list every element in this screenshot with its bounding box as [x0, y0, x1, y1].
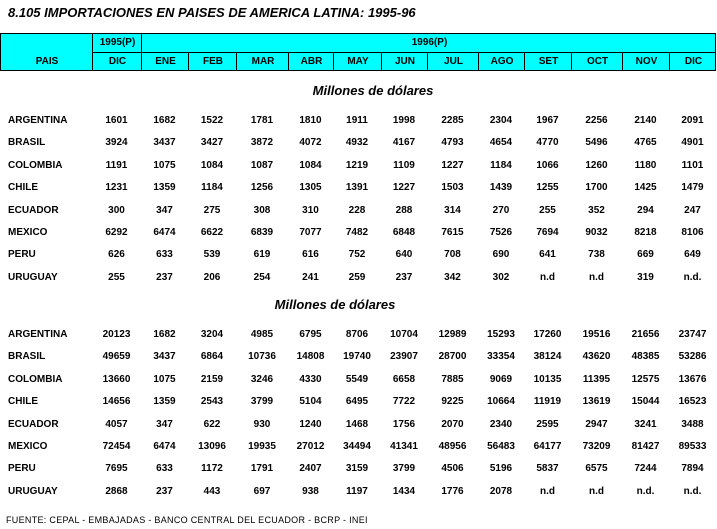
header-month: OCT — [586, 56, 609, 67]
row-value: 259 — [348, 271, 366, 283]
header-month: AGO — [490, 56, 514, 67]
row-value: 1256 — [250, 182, 274, 194]
row-value: 1219 — [345, 159, 369, 171]
row-value: 241 — [302, 271, 319, 283]
row-value: 81427 — [631, 441, 660, 452]
row-value: 4765 — [634, 137, 657, 149]
table-row — [0, 248, 717, 262]
row-value: 1184 — [490, 159, 512, 171]
row-value: 237 — [156, 271, 173, 283]
row-value: n.d — [540, 271, 555, 283]
row-value: 2285 — [441, 115, 464, 126]
row-value: 11919 — [533, 396, 562, 408]
row-value: 10736 — [248, 351, 276, 363]
row-value: 53286 — [678, 351, 707, 363]
row-value: 938 — [302, 485, 319, 497]
row-value: 1791 — [250, 463, 274, 475]
table-row — [0, 114, 717, 128]
row-value: 64177 — [533, 441, 562, 452]
row-value: 1434 — [392, 485, 416, 497]
row-value: 930 — [253, 418, 271, 430]
row-value: 16523 — [678, 396, 707, 408]
row-value: 48385 — [631, 351, 660, 363]
row-value: 3241 — [634, 418, 657, 430]
row-value: 3872 — [250, 137, 274, 149]
row-value: 4072 — [299, 137, 322, 149]
row-value: 48956 — [438, 441, 467, 452]
row-value: 3204 — [200, 329, 224, 340]
table-row — [0, 440, 717, 454]
row-value: 7077 — [299, 227, 322, 238]
row-value: 38124 — [533, 351, 562, 363]
row-value: 1184 — [201, 182, 223, 194]
row-value: 1109 — [393, 159, 415, 171]
row-value: 1066 — [536, 159, 559, 171]
row-value: 275 — [203, 204, 221, 216]
row-value: 13619 — [582, 396, 611, 408]
row-value: 1911 — [346, 115, 368, 126]
row-value: 752 — [348, 249, 366, 261]
row-value: 4770 — [536, 137, 559, 149]
row-value: 237 — [156, 485, 173, 497]
row-value: 1305 — [299, 182, 322, 194]
row-value: 11395 — [582, 373, 611, 385]
row-country: BRASIL — [8, 351, 46, 363]
row-country: URUGUAY — [8, 271, 58, 283]
row-value: 8218 — [634, 227, 657, 238]
row-value: 3427 — [200, 137, 224, 149]
row-value: n.d — [589, 485, 604, 497]
row-value: 1700 — [585, 182, 608, 194]
row-value: 14656 — [102, 396, 131, 408]
row-value: 633 — [156, 249, 173, 261]
row-value: 4057 — [105, 418, 128, 430]
row-value: 6474 — [153, 441, 176, 452]
row-value: 6658 — [392, 373, 416, 385]
header-month: MAR — [251, 56, 275, 67]
row-value: 1231 — [105, 182, 128, 194]
header-month: SET — [538, 56, 559, 67]
row-value: 3799 — [250, 396, 274, 408]
row-value: n.d. — [683, 271, 702, 283]
row-value: 33354 — [487, 351, 515, 363]
row-value: 443 — [203, 485, 221, 497]
row-value: 1197 — [346, 485, 368, 497]
row-value: 20123 — [102, 329, 131, 340]
row-value: n.d — [589, 271, 604, 283]
header-month: MAY — [347, 56, 369, 67]
row-value: 7526 — [489, 227, 513, 238]
row-value: 6795 — [299, 329, 322, 340]
row-value: 1756 — [392, 418, 416, 430]
row-value: 7694 — [536, 227, 559, 238]
row-value: 2159 — [200, 373, 224, 385]
row-value: 15044 — [631, 396, 660, 408]
row-value: 41341 — [390, 441, 418, 452]
row-value: 270 — [492, 204, 510, 216]
row-value: 1682 — [153, 329, 176, 340]
row-value: 8706 — [345, 329, 369, 340]
row-value: 8106 — [681, 227, 704, 238]
row-value: 641 — [539, 249, 556, 261]
row-value: 1601 — [105, 115, 128, 126]
row-country: CHILE — [8, 182, 38, 194]
row-value: 7615 — [441, 227, 464, 238]
row-value: 43620 — [582, 351, 611, 363]
row-value: 1425 — [634, 182, 657, 194]
row-value: 708 — [444, 249, 461, 261]
row-country: ARGENTINA — [8, 329, 68, 340]
row-value: 1084 — [299, 159, 322, 171]
row-value: 9225 — [441, 396, 464, 408]
row-value: 206 — [203, 271, 221, 283]
row-value: 10704 — [390, 329, 418, 340]
row-value: 12989 — [438, 329, 467, 340]
row-value: 1075 — [153, 373, 176, 385]
row-value: 10664 — [487, 396, 515, 408]
row-value: 4793 — [441, 137, 464, 149]
row-value: 1522 — [200, 115, 224, 126]
row-value: 1776 — [441, 485, 464, 497]
row-value: 4506 — [441, 463, 464, 475]
row-value: n.d. — [636, 485, 655, 497]
row-value: 1439 — [489, 182, 513, 194]
table-title: 8.105 IMPORTACIONES EN PAISES DE AMERICA LATINA: 1995-96 — [8, 5, 416, 20]
row-value: 27012 — [296, 441, 325, 452]
row-value: 342 — [444, 271, 461, 283]
row-value: 7695 — [105, 463, 128, 475]
table-row — [0, 271, 717, 285]
row-value: 228 — [348, 204, 366, 216]
header-year-1996: 1996(P) — [411, 37, 448, 48]
row-value: 2340 — [489, 418, 513, 430]
row-value: 6848 — [392, 227, 416, 238]
row-value: 314 — [444, 204, 461, 216]
row-value: 10135 — [533, 373, 562, 385]
row-value: 2543 — [200, 396, 224, 408]
row-value: 2595 — [536, 418, 559, 430]
table-row — [0, 159, 717, 173]
row-value: 34494 — [343, 441, 371, 452]
table-row — [0, 485, 717, 499]
row-value: 288 — [395, 204, 413, 216]
row-value: 3799 — [392, 463, 416, 475]
table-row — [0, 418, 717, 432]
row-value: 19935 — [248, 441, 276, 452]
table-row — [0, 462, 717, 476]
row-value: 1998 — [392, 115, 416, 126]
row-value: 255 — [539, 204, 556, 216]
row-value: 2078 — [489, 485, 513, 497]
header-month: FEB — [203, 56, 223, 67]
row-value: 6495 — [345, 396, 369, 408]
row-country: URUGUAY — [8, 485, 58, 497]
row-value: 17260 — [533, 329, 562, 340]
row-country: COLOMBIA — [8, 373, 63, 385]
row-value: 1227 — [441, 159, 464, 171]
row-country: PERU — [8, 463, 36, 475]
table-row — [0, 204, 717, 218]
row-value: 308 — [253, 204, 271, 216]
table-row — [0, 226, 717, 240]
row-value: 4654 — [489, 137, 513, 149]
row-value: 6839 — [250, 227, 274, 238]
row-value: 1240 — [299, 418, 322, 430]
row-value: 633 — [156, 463, 173, 475]
table-row — [0, 328, 717, 342]
row-country: ECUADOR — [8, 418, 59, 430]
row-value: 7244 — [634, 463, 657, 475]
row-value: 1087 — [250, 159, 274, 171]
row-value: 5549 — [345, 373, 369, 385]
header-month: ABR — [300, 56, 323, 67]
row-value: 622 — [203, 418, 221, 430]
row-value: 640 — [395, 249, 413, 261]
row-value: 616 — [302, 249, 319, 261]
row-value: 19516 — [582, 329, 611, 340]
row-value: 347 — [156, 204, 173, 216]
row-value: 1479 — [681, 182, 704, 194]
header-month: JUN — [394, 56, 415, 67]
row-value: 1359 — [153, 182, 176, 194]
row-value: 2070 — [441, 418, 464, 430]
row-value: 1682 — [153, 115, 176, 126]
row-value: 237 — [395, 271, 413, 283]
row-value: 21656 — [631, 329, 660, 340]
row-value: 1391 — [345, 182, 369, 194]
row-value: 5837 — [536, 463, 559, 475]
row-value: 1227 — [392, 182, 416, 194]
row-value: 352 — [588, 204, 605, 216]
row-value: 690 — [492, 249, 510, 261]
row-value: 2091 — [681, 115, 704, 126]
section2-title: Millones de dólares — [274, 297, 396, 312]
table-row — [0, 373, 717, 387]
row-value: 2256 — [585, 115, 608, 126]
header-month: DIC — [108, 56, 127, 67]
row-country: CHILE — [8, 396, 38, 408]
table-row — [0, 181, 717, 195]
row-value: 4901 — [681, 137, 704, 149]
row-value: 28700 — [438, 351, 467, 363]
row-value: 1255 — [536, 182, 559, 194]
table-row — [0, 395, 717, 409]
header-month: ENE — [155, 56, 176, 67]
row-value: 254 — [253, 271, 271, 283]
row-value: 9069 — [489, 373, 513, 385]
row-value: 738 — [588, 249, 605, 261]
row-value: 49659 — [102, 351, 131, 363]
row-value: 255 — [108, 271, 125, 283]
row-value: 319 — [637, 271, 654, 283]
row-value: 5196 — [489, 463, 513, 475]
row-value: 3924 — [105, 137, 128, 149]
row-value: n.d — [540, 485, 555, 497]
row-value: 2868 — [105, 485, 128, 497]
row-value: 9032 — [585, 227, 608, 238]
row-value: 1075 — [153, 159, 176, 171]
row-value: n.d. — [683, 485, 702, 497]
row-value: 13660 — [102, 373, 131, 385]
row-value: 56483 — [487, 441, 515, 452]
row-value: 294 — [637, 204, 654, 216]
row-value: 14808 — [296, 351, 325, 363]
row-value: 4167 — [392, 137, 416, 149]
row-value: 1468 — [345, 418, 369, 430]
row-value: 15293 — [487, 329, 515, 340]
row-value: 3246 — [250, 373, 274, 385]
header-month: NOV — [635, 56, 658, 67]
header-month: JUL — [444, 56, 463, 67]
row-value: 300 — [108, 204, 125, 216]
row-value: 3437 — [153, 137, 176, 149]
header-year-1995: 1995(P) — [99, 37, 136, 48]
row-value: 1359 — [153, 396, 176, 408]
row-value: 7482 — [345, 227, 369, 238]
row-value: 19740 — [343, 351, 371, 363]
row-country: ECUADOR — [8, 204, 59, 216]
row-value: 6864 — [200, 351, 224, 363]
source-note: FUENTE: CEPAL - EMBAJADAS - BANCO CENTRAL DEL ECUADOR - BCRP - INEI — [6, 515, 368, 525]
row-value: 1260 — [585, 159, 608, 171]
row-value: 6575 — [585, 463, 608, 475]
row-value: 649 — [684, 249, 701, 261]
row-country: PERU — [8, 249, 36, 261]
row-value: 619 — [253, 249, 271, 261]
row-value: 23747 — [678, 329, 707, 340]
row-value: 302 — [492, 271, 510, 283]
row-value: 4985 — [250, 329, 274, 340]
row-value: 1172 — [201, 463, 223, 475]
row-value: 1101 — [681, 159, 704, 171]
row-value: 13096 — [198, 441, 226, 452]
row-country: BRASIL — [8, 137, 46, 149]
row-value: 23907 — [390, 351, 418, 363]
row-country: COLOMBIA — [8, 159, 63, 171]
row-value: 1180 — [634, 159, 657, 171]
row-value: 4330 — [299, 373, 322, 385]
row-value: 3159 — [345, 463, 369, 475]
row-value: 3488 — [681, 418, 704, 430]
row-value: 1084 — [200, 159, 224, 171]
row-value: 72454 — [102, 441, 131, 452]
row-country: MEXICO — [8, 441, 48, 452]
row-country: MEXICO — [8, 227, 48, 238]
row-value: 5104 — [299, 396, 322, 408]
row-value: 7894 — [681, 463, 704, 475]
row-value: 1810 — [299, 115, 322, 126]
row-value: 2947 — [585, 418, 608, 430]
row-value: 669 — [637, 249, 654, 261]
table-row — [0, 350, 717, 364]
row-value: 2140 — [634, 115, 657, 126]
row-value: 1781 — [250, 115, 274, 126]
row-value: 6622 — [200, 227, 224, 238]
row-value: 7885 — [441, 373, 464, 385]
row-value: 2407 — [299, 463, 322, 475]
header-month: DIC — [684, 56, 703, 67]
section1-title: Millones de dólares — [312, 83, 434, 98]
row-value: 347 — [156, 418, 173, 430]
row-value: 5496 — [585, 137, 608, 149]
row-country: ARGENTINA — [8, 115, 68, 126]
row-value: 89533 — [678, 441, 707, 452]
row-value: 539 — [203, 249, 221, 261]
row-value: 7722 — [392, 396, 416, 408]
row-value: 73209 — [582, 441, 611, 452]
row-value: 1967 — [536, 115, 559, 126]
table-row — [0, 136, 717, 150]
row-value: 626 — [108, 249, 125, 261]
row-value: 4932 — [345, 137, 369, 149]
row-value: 6474 — [153, 227, 176, 238]
row-value: 12575 — [631, 373, 660, 385]
row-value: 2304 — [489, 115, 513, 126]
row-value: 1191 — [105, 159, 128, 171]
row-value: 1503 — [441, 182, 464, 194]
row-value: 697 — [253, 485, 271, 497]
row-value: 6292 — [105, 227, 128, 238]
row-value: 310 — [302, 204, 319, 216]
row-value: 13676 — [678, 373, 707, 385]
row-value: 3437 — [153, 351, 176, 363]
table-header — [0, 33, 716, 71]
header-pais: PAIS — [35, 56, 59, 67]
row-value: 247 — [684, 204, 701, 216]
